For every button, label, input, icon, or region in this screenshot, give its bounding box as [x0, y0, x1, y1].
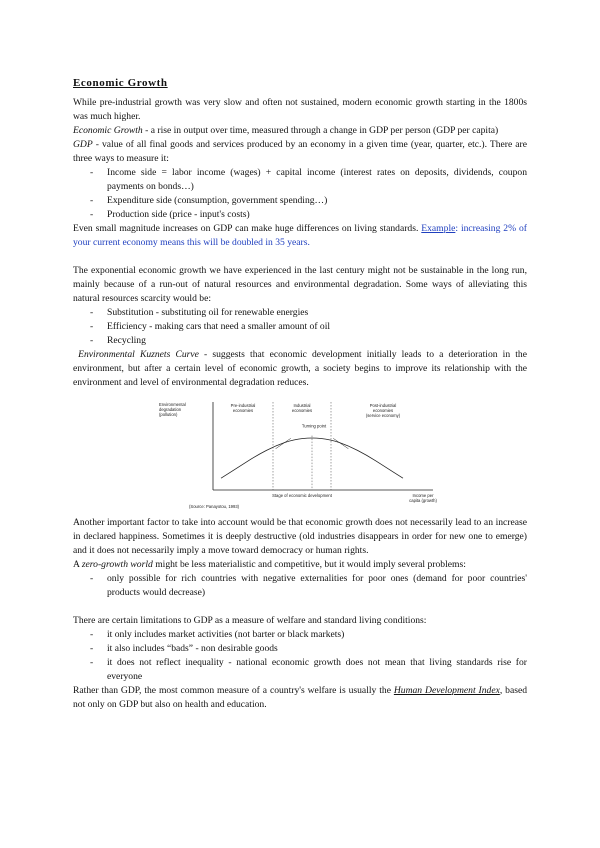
- list-item: - Income side = labor income (wages) + capital income (interest rates on deposits, dividends, coupon payments on bonds…): [73, 166, 527, 194]
- x-axis-label: Stage of economic development: [272, 493, 332, 498]
- region-label: Industrial: [293, 403, 311, 408]
- paragraph-gdp-limitations: There are certain limitations to GDP as a measure of welfare and standard living conditions:: [73, 615, 427, 626]
- list-item: - it also includes “bads” - non desirable goods: [73, 642, 527, 656]
- zero-growth-pre: A: [73, 559, 82, 570]
- ekc-chart-figure: [73, 394, 527, 512]
- economic-growth-definition: - a rise in output over time, measured through a change in GDP per person (GDP per capita): [142, 125, 499, 136]
- x-axis-label-right: Income per: [412, 493, 434, 498]
- region-label: Post-industrial: [369, 403, 397, 408]
- arrow-up-left: [276, 438, 291, 448]
- paragraph-zero-growth: [73, 558, 527, 572]
- small-increases-text: Even small magnitude increases on GDP can make huge differences on living standards.: [73, 223, 422, 234]
- list-item: - Efficiency - making cars that need a smaller amount of oil: [73, 320, 527, 334]
- paragraph-economic-growth-def: [73, 124, 527, 138]
- turning-point-label: Turning point: [301, 423, 327, 429]
- paragraph-hdi: [73, 684, 527, 712]
- limitations-list: [73, 628, 527, 684]
- gdp-ways-list: [73, 166, 527, 222]
- list-item: - Substitution - substituting oil for renewable energies: [73, 306, 527, 320]
- hdi-post: , based not only on GDP but also on health and education.: [73, 685, 527, 710]
- term-ekc: Environmental Kuznets Curve: [78, 349, 199, 360]
- page-title: Economic Growth: [73, 77, 168, 89]
- region-label: economies: [291, 408, 313, 413]
- zero-growth-post: might be less materialistic and competitive, but it would imply several problems:: [152, 559, 466, 570]
- hdi-pre: Rather than GDP, the most common measure of a country's welfare is usually the: [73, 685, 394, 696]
- list-item: - Production side (price - input's costs): [73, 208, 527, 222]
- paragraph-happiness: Another important factor to take into account would be that economic growth does not necessarily lead to an increase in declared happiness. Sometimes it is deeply destructive (old industries disappears in order for new one to emerge) and it does not necessarily imply a move toward democracy or human rights.: [73, 517, 527, 556]
- ekc-definition: - suggests that economic development initially leads to a deterioration in the environment, but after a certain level of economic growth, a society begins to improve its relationship with the environment and level of environmental degradation reduces.: [73, 349, 527, 388]
- list-item: - only possible for rich countries with negative externalities for poor ones (demand for poor countries' products would decrease): [73, 572, 527, 600]
- list-item: - it does not reflect inequality - national economic growth does not mean that living standards rise for everyone: [73, 656, 527, 684]
- term-hdi: Human Development Index: [393, 685, 500, 696]
- paragraph-ekc: [73, 348, 527, 390]
- region-label: (service economy): [365, 413, 401, 418]
- ekc-chart: [153, 394, 453, 512]
- x-axis-label-right: capita (growth): [409, 498, 437, 503]
- paragraph-gdp-def: [73, 138, 527, 166]
- list-item: - Expenditure side (consumption, government spending…): [73, 194, 527, 208]
- zero-growth-list: [73, 572, 527, 600]
- arrow-down-right: [333, 438, 348, 448]
- chart-source: (Source: Panayotou, 1993): [189, 504, 240, 509]
- region-label: economies: [372, 408, 394, 413]
- example-link[interactable]: Example: [421, 223, 456, 234]
- term-economic-growth: Economic Growth: [73, 125, 143, 136]
- gdp-definition: - value of all final goods and services produced by an economy in a given time (year, quarter, etc.). There are three ways to measure it:: [73, 139, 527, 164]
- term-zero-growth: zero-growth world: [81, 559, 153, 570]
- list-item: - Recycling: [73, 334, 527, 348]
- example-text: : increasing 2% of your current economy means this will be doubled in 35 years.: [73, 223, 527, 248]
- paragraph-exponential-growth: The exponential economic growth we have experienced in the last century might not be sustainable in the long run, mainly because of a run-out of natural resources and environmental degradation. Some ways of alleviating this natural resources scarcity would be:: [73, 265, 527, 304]
- y-axis-label-line: Environmental: [159, 402, 186, 407]
- document-body: [73, 76, 527, 712]
- term-gdp: GDP: [73, 139, 93, 150]
- paragraph-small-increases: [73, 222, 527, 250]
- list-item: - it only includes market activities (not barter or black markets): [73, 628, 527, 642]
- y-axis-label-line: (pollution): [159, 412, 178, 417]
- paragraph-intro: While pre-industrial growth was very slow and often not sustained, modern economic growth starting in the 1800s was much higher.: [73, 97, 527, 122]
- region-label: economies: [232, 408, 254, 413]
- alleviate-list: [73, 306, 527, 348]
- region-label: Pre-industrial: [230, 403, 256, 408]
- y-axis-label-line: degradation: [159, 407, 182, 412]
